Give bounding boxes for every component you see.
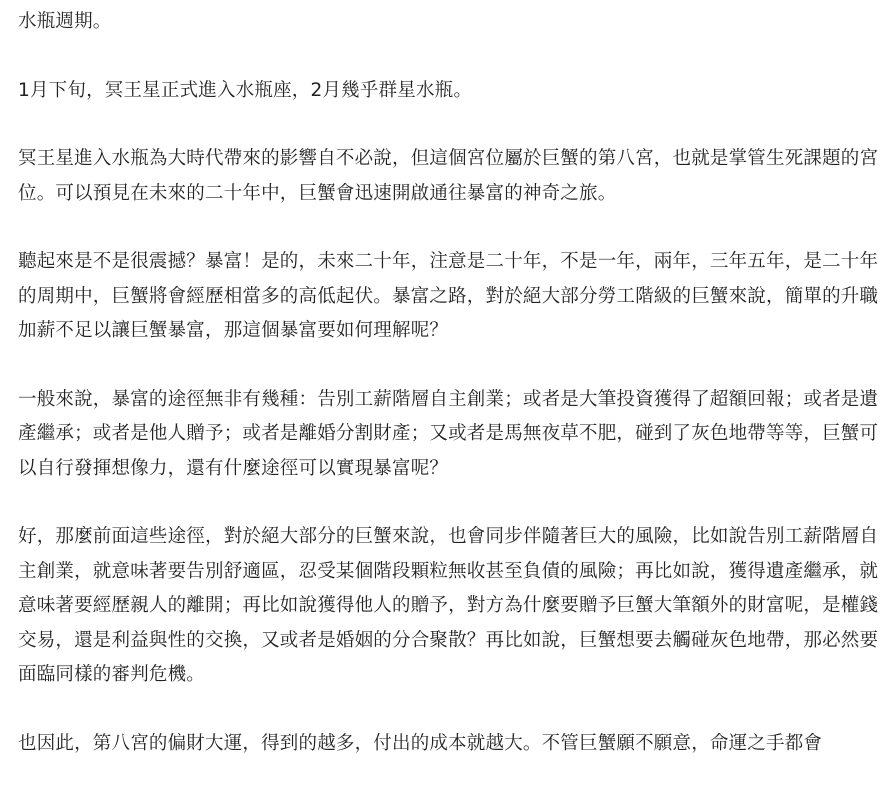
paragraph-wealth-paths: 一般來說，暴富的途徑無非有幾種：告別工薪階層自主創業；或者是大筆投資獲得了超額回報；或者是遺產繼承；或者是他人贈予；或者是離婚分割財產；又或者是馬無夜草不肥，碰到了灰色地帶等等，巨蟹可以自行發揮想像力，還有什麼途徑可以實現暴富呢？ <box>18 388 879 479</box>
paragraph-conclusion: 也因此，第八宮的偏財大運，得到的越多，付出的成本就越大。不管巨蟹願不願意，命運之手都會 <box>18 732 823 754</box>
paragraph-pluto-ingress: 1月下旬，冥王星正式進入水瓶座，2月幾乎群星水瓶。 <box>18 79 473 101</box>
paragraph-sudden-wealth: 聽起來是不是很震撼？暴富！是的，未來二十年，注意是二十年，不是一年，兩年，三年五年，是二十年的周期中，巨蟹將會經歷相當多的高低起伏。暴富之路，對於絕大部分勞工階級的巨蟹來說，簡單的升職加薪不足以讓巨蟹暴富，那這個暴富要如何理解呢？ <box>18 251 879 341</box>
paragraph-risks: 好，那麼前面這些途徑，對於絕大部分的巨蟹來說，也會同步伴隨著巨大的風險，比如說告別工薪階層自主創業，就意味著要告別舒適區，忍受某個階段顆粒無收甚至負債的風險；再比如說，獲得遺產繼承，就意味著要經歷親人的離開；再比如說獲得他人的贈予，對方為什麼要贈予巨蟹大筆額外的財富呢，是權錢交易，還是利益與性的交換，又或者是婚姻的分合聚散？再比如說，巨蟹想要去觸碰灰色地帶，那必然要面臨同樣的審判危機。 <box>18 526 879 685</box>
article-body <box>18 0 880 795</box>
paragraph-eighth-house: 冥王星進入水瓶為大時代帶來的影響自不必說，但這個宮位屬於巨蟹的第八宮，也就是掌管生死課題的宮位。可以預見在未來的二十年中，巨蟹會迅速開啟通往暴富的神奇之旅。 <box>18 148 879 204</box>
paragraph-intro: 水瓶週期。 <box>18 11 112 32</box>
